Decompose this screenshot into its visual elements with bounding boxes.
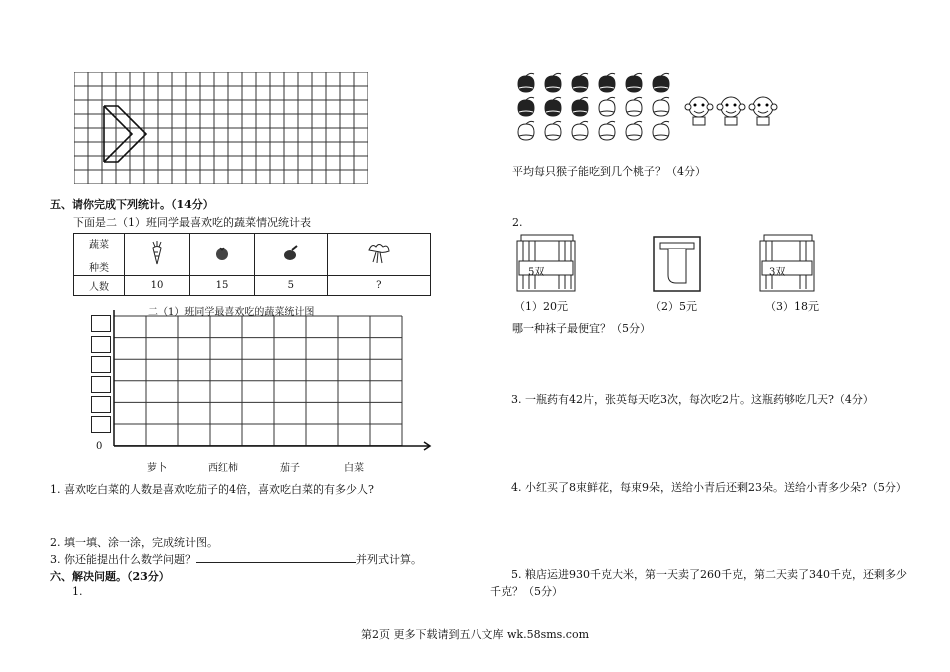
- sock-pack-1-label: 5双: [528, 267, 545, 278]
- page-footer: 第2页 更多下载请到五八文库 wk.58sms.com: [361, 628, 589, 641]
- monkey-question: 平均每只猴子能吃到几个桃子？（4分）: [512, 165, 706, 178]
- carrot-cell: [125, 234, 190, 276]
- tomato-count: 15: [190, 276, 255, 296]
- peach-icon: [599, 97, 615, 116]
- carrot-count: 10: [125, 276, 190, 296]
- peach-icon: [599, 73, 615, 92]
- section5-q3: 3. 你还能提出什么数学问题？ 并列式计算。: [50, 553, 422, 566]
- peach-icon: [518, 121, 534, 140]
- monkey-icon: [717, 97, 745, 125]
- scale-box-3[interactable]: [91, 356, 111, 373]
- section6-p1-num: 1.: [72, 585, 83, 598]
- sock-pack-3-icon: [758, 233, 818, 295]
- peach-icon: [653, 73, 669, 92]
- chart-category-tomato: 西红柿: [208, 463, 238, 474]
- sock-question: 哪一种袜子最便宜？（5分）: [512, 322, 651, 335]
- section6-p3: 3. 一瓶药有42片，张英每天吃3次，每次吃2片。这瓶药够吃几天?（4分）: [511, 393, 874, 406]
- section5-q1: 1. 喜欢吃白菜的人数是喜欢吃茄子的4倍，喜欢吃白菜的有多少人?: [50, 483, 374, 496]
- peach-icon: [545, 121, 561, 140]
- chart-category-carrot: 萝卜: [147, 463, 167, 474]
- section5-q2: 2. 填一填、涂一涂，完成统计图。: [50, 536, 218, 549]
- section5-title: 五、请你完成下列统计。（14分）: [50, 198, 214, 211]
- eggplant-icon: [282, 244, 300, 262]
- monkey-icon: [749, 97, 777, 125]
- scale-box-1[interactable]: [91, 315, 111, 332]
- peach-icon: [599, 121, 615, 140]
- section6-p2-num: 2.: [512, 216, 523, 229]
- peach-icon: [518, 97, 534, 116]
- vegetable-table: [73, 233, 431, 296]
- section6-p5: 5. 粮店运进930千克大米，第一天卖了260千克，第二天卖了340千克，还剩多少千克？（5分）: [490, 568, 907, 598]
- peach-icon: [518, 73, 534, 92]
- sock-pack-2-icon: [652, 235, 702, 293]
- peach-icon: [626, 73, 642, 92]
- scale-box-2[interactable]: [91, 336, 111, 353]
- section6-title: 六、解决问题。（23分）: [50, 570, 170, 583]
- table-count-label: 人数: [74, 276, 125, 296]
- sock-option-3-price: （3）18元: [765, 300, 819, 313]
- sock-pack-3-label: 3双: [769, 267, 786, 278]
- cabbage-icon: [366, 242, 392, 264]
- eggplant-count: 5: [255, 276, 328, 296]
- bar-chart-grid: [110, 310, 435, 455]
- chart-category-cabbage: 白菜: [344, 463, 364, 474]
- peach-icon: [572, 73, 588, 92]
- scale-box-6[interactable]: [91, 416, 111, 433]
- sock-option-1-price: （1）20元: [514, 300, 568, 313]
- scale-box-5[interactable]: [91, 396, 111, 413]
- q3-answer-blank[interactable]: [196, 552, 356, 563]
- eggplant-cell: [255, 234, 328, 276]
- chart-title: 二（1）班同学最喜欢吃的蔬菜统计图: [148, 307, 315, 318]
- cabbage-cell: [327, 234, 430, 276]
- section6-p4: 4. 小红买了8束鲜花，每束9朵，送给小青后还剩23朵。送给小青多少朵?（5分）: [511, 481, 907, 494]
- table-header-cell: 蔬菜 种类: [74, 234, 125, 276]
- table-intro: 下面是二（1）班同学最喜欢吃的蔬菜情况统计表: [73, 216, 311, 229]
- peach-icon: [626, 97, 642, 116]
- peach-icon: [653, 121, 669, 140]
- peach-icon: [572, 121, 588, 140]
- peach-icon: [572, 97, 588, 116]
- sock-option-2-price: （2）5元: [650, 300, 697, 313]
- axis-zero: 0: [96, 441, 103, 452]
- peach-icon: [545, 97, 561, 116]
- tomato-cell: [190, 234, 255, 276]
- carrot-icon: [149, 241, 165, 265]
- cabbage-count: ?: [327, 276, 430, 296]
- peach-icon: [653, 97, 669, 116]
- peach-icon: [545, 73, 561, 92]
- monkey-icon: [685, 97, 713, 125]
- chart-category-eggplant: 茄子: [280, 463, 300, 474]
- sock-pack-1-icon: [515, 233, 579, 295]
- drawing-grid: [74, 72, 368, 184]
- peach-icon: [626, 121, 642, 140]
- tomato-icon: [214, 245, 230, 261]
- scale-box-4[interactable]: [91, 376, 111, 393]
- peach-monkey-illustration: [512, 70, 782, 145]
